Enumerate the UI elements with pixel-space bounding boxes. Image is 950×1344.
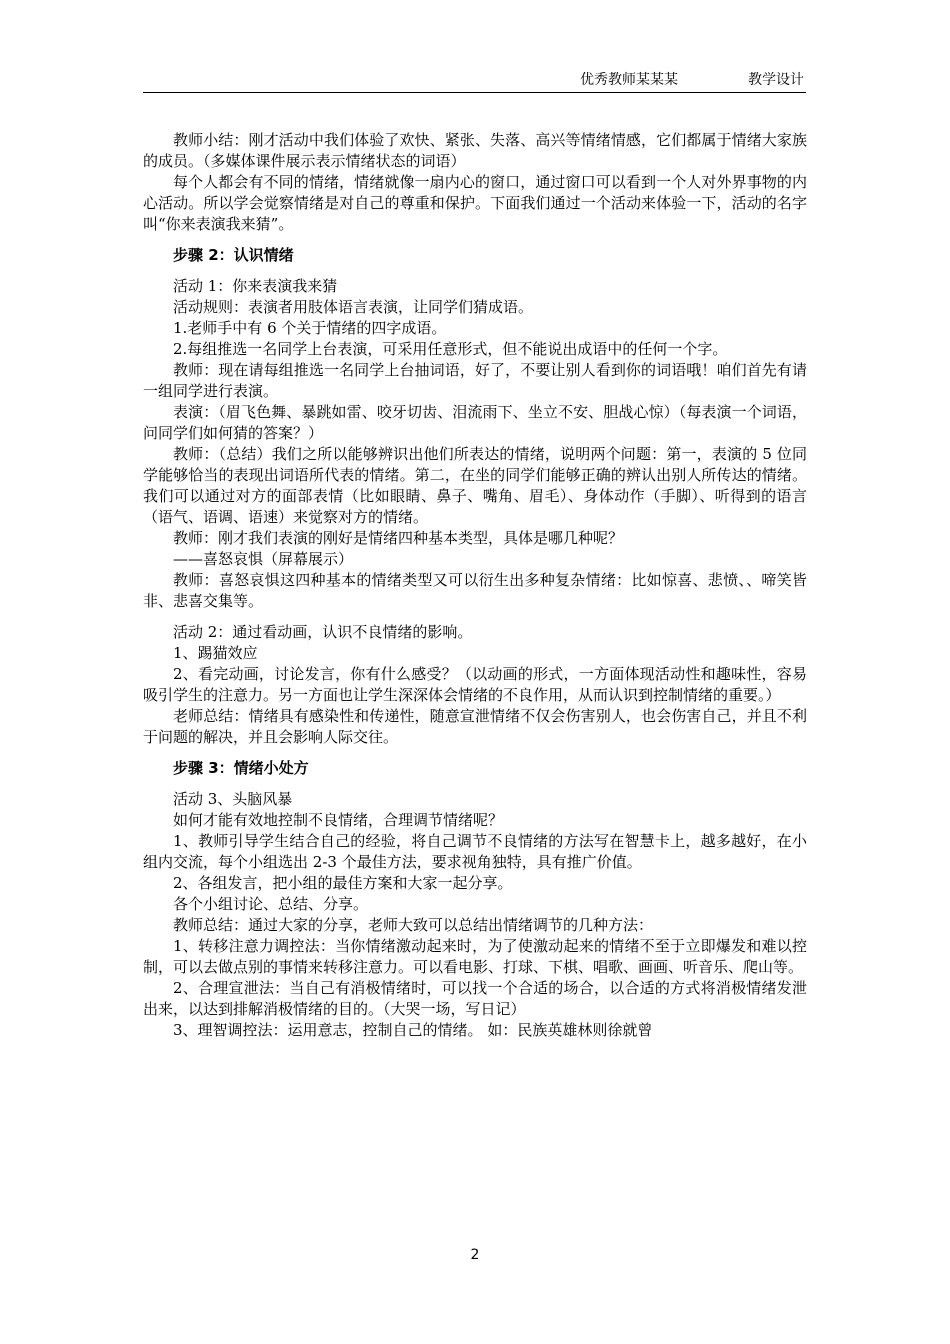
paragraph: 3、理智调控法：运用意志，控制自己的情绪。 如：民族英雄林则徐就曾 [173,1021,653,1039]
step-3-heading: 步骤 3：情绪小处方 [173,759,309,777]
paragraph: 教师总结：通过大家的分享，老师大致可以总结出情绪调节的几种方法： [173,916,654,934]
paragraph: 1、教师引导学生结合自己的经验，将自己调节不良情绪的方法写在智慧卡上，越多越好，在小组内交流，每个小组选出 2-3 个最佳方法，要求视角独特，具有推广价值。 [143,832,807,871]
step-2-heading: 步骤 2：认识情绪 [173,246,294,264]
paragraph: 教师：现在请每组推选一名同学上台抽词语，好了，不要让别人看到你的词语哦！咱们首先有请一组同学进行表演。 [143,361,807,400]
paragraph: ——喜怒哀惧（屏幕展示） [173,550,354,568]
paragraph: 教师：喜怒哀惧这四种基本的情绪类型又可以衍生出多种复杂情绪：比如惊喜、悲愤、、啼笑皆非、悲喜交集等。 [143,571,807,610]
paragraph: 活动 2：通过看动画，认识不良情绪的影响。 [173,623,473,641]
paragraph: 2、看完动画，讨论发言，你有什么感受？（以动画的形式，一方面体现活动性和趣味性，容易吸引学生的注意力。另一方面也让学生深深体会情绪的不良作用，从而认识到控制情绪的重要。） [143,665,807,704]
paragraph: 1、踢猫效应 [173,644,258,662]
paragraph: 每个人都会有不同的情绪，情绪就像一扇内心的窗口，通过窗口可以看到一个人对外界事物的内心活动。所以学会觉察情绪是对自己的尊重和保护。下面我们通过一个活动来体验一下，活动的名字叫“你来表演我来猜”。 [143,173,807,233]
paragraph: 2、各组发言，把小组的最佳方案和大家一起分享。 [173,874,513,892]
paragraph: 2.每组推选一名同学上台表演，可采用任意形式，但不能说出成语中的任何一个字。 [173,340,728,358]
paragraph: 表演：（眉飞色舞、暴跳如雷、咬牙切齿、泪流雨下、坐立不安、胆战心惊）（每表演一个词语，问同学们如何猜的答案？） [143,403,807,442]
paragraph: 教师：（总结）我们之所以能够辨识出他们所表达的情绪，说明两个问题：第一，表演的 5 位同学能够恰当的表现出词语所代表的情绪。第二，在坐的同学们能够正确的辨认出别人所传达的情绪。我们可以通过对方的面部表情（比如眼睛、鼻子、嘴角、眉毛）、身体动作（手脚）、听得到的语言（语气、语调、语速）来觉察对方的情绪。 [143,445,807,526]
page-header [143,66,806,93]
header-doc-type: 教学设计 [748,72,804,88]
paragraph: 活动 3、头脑风暴 [173,790,293,808]
paragraph: 1.老师手中有 6 个关于情绪的四字成语。 [173,319,447,337]
paragraph: 老师总结：情绪具有感染性和传递性，随意宣泄情绪不仅会伤害别人，也会伤害自己，并且不利于问题的解决，并且会影响人际交往。 [143,707,807,746]
document-body [143,130,807,1041]
paragraph: 教师小结：刚才活动中我们体验了欢快、紧张、失落、高兴等情绪情感，它们都属于情绪大家族的成员。（多媒体课件展示表示情绪状态的词语） [143,131,807,170]
header-author: 优秀教师某某某 [580,72,678,88]
paragraph: 如何才能有效地控制不良情绪，合理调节情绪呢？ [173,811,504,829]
paragraph: 1、转移注意力调控法：当你情绪激动起来时，为了使激动起来的情绪不至于立即爆发和难以控制，可以去做点别的事情来转移注意力。可以看电影、打球、下棋、唱歌、画画、听音乐、爬山等。 [143,937,807,976]
paragraph: 各个小组讨论、总结、分享。 [173,895,369,913]
paragraph: 活动规则：表演者用肢体语言表演，让同学们猜成语。 [173,298,534,316]
paragraph: 活动 1：你来表演我来猜 [173,277,338,295]
page-number: 2 [470,1247,480,1263]
paragraph: 2、合理宣泄法：当自己有消极情绪时，可以找一个合适的场合，以合适的方式将消极情绪发泄出来，以达到排解消极情绪的目的。（大哭一场，写日记） [143,979,807,1018]
paragraph: 教师：刚才我们表演的刚好是情绪四种基本类型，具体是哪几种呢？ [173,529,624,547]
